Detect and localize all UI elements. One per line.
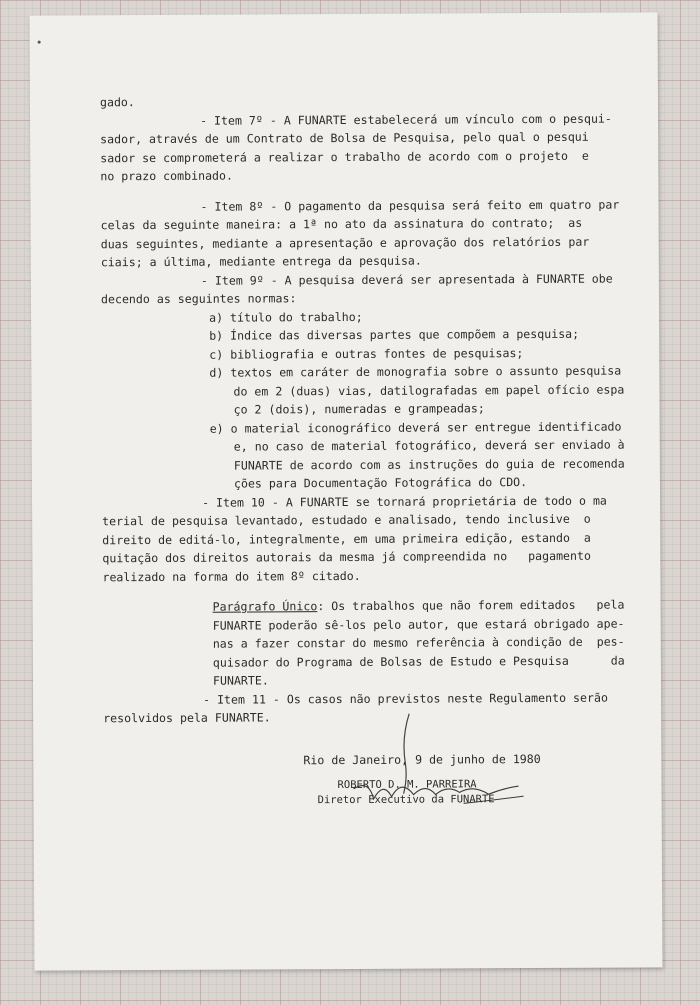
- signature-block: [103, 767, 623, 810]
- text-line: - Item 10 - A FUNARTE se tornará proprietária de todo o ma: [202, 493, 607, 510]
- pinhole-mark: [38, 41, 41, 44]
- signatory-title: Diretor Executivo da FUNARTE: [317, 792, 495, 806]
- text-line: celas da seguinte maneira: a 1ª no ato da assinatura do contrato; as: [100, 215, 583, 233]
- text-line: e, no caso de material fotográfico, deverá ser enviado à: [233, 437, 625, 454]
- text-line: do em 2 (duas) vias, datilografadas em papel ofício espa: [233, 382, 625, 399]
- text-line: realizado na forma do item 8º citado.: [102, 568, 361, 584]
- text-line: nas a fazer constar do mesmo referência à condição de pes-: [212, 634, 625, 651]
- date-line: Rio de Janeiro, 9 de junho de 1980: [303, 751, 541, 767]
- text-line: e) o material iconográfico deverá ser entregue identificado: [209, 419, 622, 436]
- text-line: no prazo combinado.: [100, 168, 234, 184]
- text-line: - Item 11 - Os casos não previstos neste Regulamento serão: [203, 690, 608, 707]
- text-line: b) Índice das diversas partes que compõem a pesquisa;: [209, 326, 580, 343]
- text-line: terial de pesquisa levantado, estudado e analisado, tendo inclusive o: [102, 511, 591, 529]
- document-page: [30, 12, 663, 970]
- text-line: - Item 8º - O pagamento da pesquisa será feito em quatro par: [200, 197, 620, 214]
- text-line: decendo as seguintes normas:: [100, 291, 297, 307]
- text-line: FUNARTE poderão sê-los pelo autor, que estará obrigado ape-: [212, 616, 625, 633]
- document-body: [100, 91, 624, 810]
- text-line: d) textos em caráter de monografia sobre o assunto pesquisa: [209, 363, 622, 380]
- underlined-heading: Parágrafo Único: [212, 599, 318, 614]
- text-line: sador se comprometerá a realizar o trabalho de acordo com o projeto e: [100, 148, 589, 165]
- text-line: - Item 9º - A pesquisa deverá ser apresentada à FUNARTE obe: [200, 271, 613, 288]
- text-line: duas seguintes, mediante a apresentação e aprovação dos relatórios par: [100, 234, 590, 251]
- text-line: ço 2 (dois), numeradas e grampeadas;: [233, 401, 485, 417]
- text-line: Parágrafo Único: Os trabalhos que não forem editados pela: [212, 597, 625, 614]
- signatory-name: ROBERTO D. M. PARREIRA: [337, 777, 477, 791]
- text-line: ções para Documentação Fotográfica do CDO.: [233, 475, 528, 491]
- text-line: FUNARTE.: [212, 673, 269, 688]
- text-line: quisador do Programa de Bolsas de Estudo e Pesquisa da: [212, 653, 625, 670]
- text-line: FUNARTE de acordo com as instruções do guia de recomenda: [233, 456, 625, 473]
- text-line: quitação dos direitos autorais da mesma já compreendida no pagamento: [102, 548, 591, 566]
- text-line: ciais; a última, mediante entrega da pesquisa.: [100, 253, 422, 270]
- text-line: a) título do trabalho;: [209, 309, 363, 325]
- text-line: sador, através de um Contrato de Bolsa de Pesquisa, pelo qual o pesqui: [100, 129, 589, 147]
- text-line: gado.: [99, 95, 135, 110]
- text-line: resolvidos pela FUNARTE.: [103, 710, 271, 726]
- text-line: direito de editá-lo, integralmente, em uma primeira edição, estando a: [102, 530, 591, 547]
- document-lines: [100, 91, 623, 728]
- text-line: - Item 7º - A FUNARTE estabelecerá um vínculo com o pesqui-: [200, 111, 612, 128]
- text-line: c) bibliografia e outras fontes de pesquisas;: [209, 345, 524, 362]
